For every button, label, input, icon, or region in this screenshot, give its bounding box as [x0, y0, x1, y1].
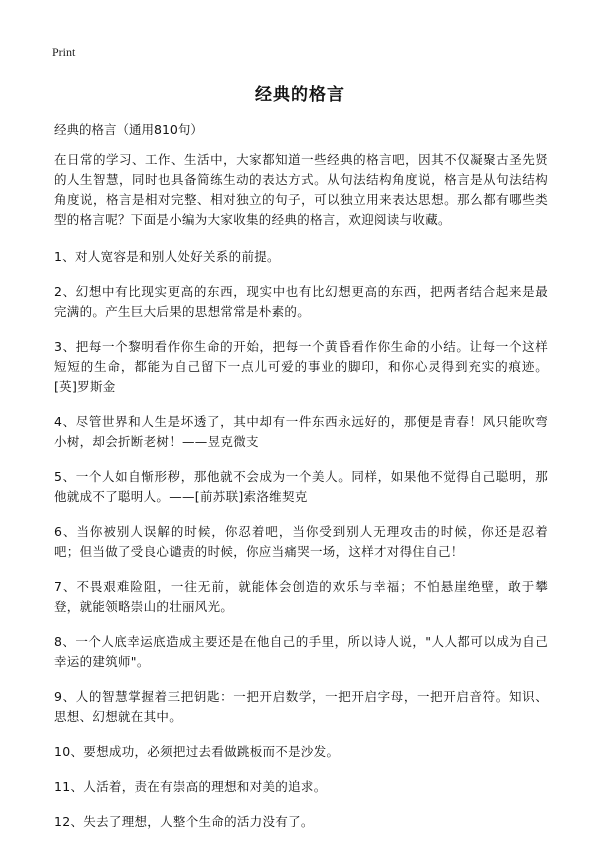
quote-item: 11、人活着，责在有崇高的理想和对美的追求。: [54, 779, 327, 794]
article-subtitle: 经典的格言（通用810句）: [54, 122, 203, 137]
quote-item: 3、把每一个黎明看作你生命的开始，把每一个黄昏看作你生命的小结。让每一个这样短短的生命，都能为自己留下一点儿可爱的事业的脚印，和你心灵得到充实的痕迹。[英]罗斯金: [54, 339, 548, 394]
page-title: 经典的格言: [255, 85, 345, 105]
intro-paragraph: 在日常的学习、工作、生活中，大家都知道一些经典的格言吧，因其不仅凝聚古圣先贤的人生智慧，同时也具备简练生动的表达方式。从句法结构角度说，格言是从句法结构角度说，格言是相对完整、相对独立的句子，可以独立用来表达思想。那么都有哪些类型的格言呢？下面是小编为大家收集的经典的格言，欢迎阅读与收藏。: [54, 152, 548, 227]
quote-item: 2、幻想中有比现实更高的东西，现实中也有比幻想更高的东西，把两者结合起来是最完满的。产生巨大后果的思想常常是朴素的。: [54, 284, 548, 319]
quote-item: 5、一个人如自惭形秽，那他就不会成为一个美人。同样，如果他不觉得自己聪明，那他就成不了聪明人。——[前苏联]索洛维契克: [54, 469, 548, 504]
quote-item: 10、要想成功，必须把过去看做跳板而不是沙发。: [54, 744, 340, 759]
quote-item: 9、人的智慧掌握着三把钥匙：一把开启数学，一把开启字母，一把开启音符。知识、思想、幻想就在其中。: [54, 689, 548, 724]
quote-item: 6、当你被别人误解的时候，你忍着吧，当你受到别人无理攻击的时候，你还是忍着吧；但当做了受良心谴责的时候，你应当痛哭一场，这样才对得住自己！: [54, 524, 548, 559]
article-body: [54, 150, 548, 847]
quote-item: 12、失去了理想，人整个生命的活力没有了。: [54, 814, 314, 829]
quote-item: 8、一个人底幸运底造成主要还是在他自己的手里，所以诗人说，"人人都可以成为自己幸运的建筑师"。: [54, 634, 548, 669]
print-link[interactable]: Print: [52, 45, 76, 59]
quote-item: 4、尽管世界和人生是坏透了，其中却有一件东西永远好的，那便是青春！风只能吹弯小树，却会折断老树！——昱克微支: [54, 414, 548, 449]
quote-item: 1、对人宽容是和别人处好关系的前提。: [54, 249, 280, 264]
quote-item: 7、不畏艰难险阻，一往无前，就能体会创造的欢乐与幸福；不怕悬崖绝壁，敢于攀登，就能领略崇山的壮丽风光。: [54, 579, 548, 614]
